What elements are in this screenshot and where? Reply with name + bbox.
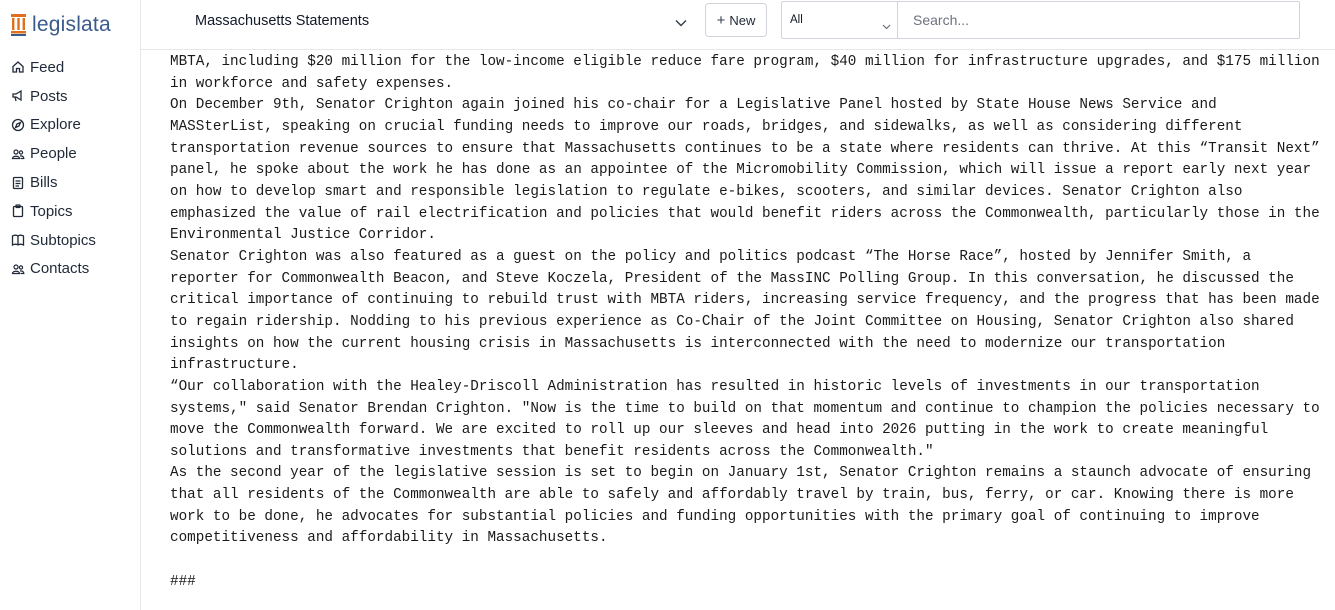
document-icon (11, 176, 25, 190)
statement-select[interactable] (195, 9, 687, 33)
sidebar-item-label: Bills (30, 174, 58, 192)
statement-select-value: Massachusetts Statements (195, 13, 370, 29)
book-icon (11, 233, 25, 247)
new-button[interactable] (705, 3, 767, 37)
top-bar (141, 0, 1335, 50)
sidebar-item-topics[interactable] (0, 197, 140, 226)
sidebar-item-contacts[interactable] (0, 255, 140, 284)
statement-body (170, 52, 1329, 610)
sidebar-item-label: Feed (30, 58, 65, 76)
sidebar-item-label: Explore (30, 116, 81, 134)
plus-icon: + (716, 11, 726, 29)
home-icon (11, 60, 25, 74)
sidebar-item-label: Contacts (30, 260, 90, 278)
statement-paragraph: MBTA, including $20 million for the low-income eligible reduce fare program, $40 million for infrastructure upgrades, and $175 million in workforce and safety expenses. (170, 54, 1329, 92)
statement-paragraph: Senator Crighton was also featured as a guest on the policy and politics podcast “The Horse Race”, hosted by Jennifer Smith, a reporter for Commonwealth Beacon, and Steve Koczela, President of the MassINC Polling Group. In this conversation, he discussed the critical importance of continuing to rebuild trust with MBTA riders, increasing service frequency, and the progress that has been made to regain ridership. Nodding to his previous experience as Co-Chair of the Joint Committee on Housing, Senator Crighton also shared insights on how the current housing crisis in Massachusetts is interconnected with the need to modernize our transportation infrastructure. (170, 248, 1329, 374)
sidebar-item-subtopics[interactable] (0, 226, 140, 255)
sidebar-nav (0, 53, 140, 283)
sidebar (0, 0, 141, 610)
chevron-down-icon (675, 14, 687, 32)
search-input[interactable] (897, 1, 1300, 39)
compass-icon (11, 118, 25, 132)
statement-paragraph: “Our collaboration with the Healey-Driscoll Administration has resulted in historic levels of investments in our transportation systems," said Senator Brendan Crighton. "Now is the time to build on that momentum and continue to champion the policies necessary to move the Commonwealth forward. We are excited to roll up our sleeves and head into 2026 putting in the work to create meaningful solutions and transformative investments that benefit residents across the Commonwealth." (170, 378, 1329, 460)
paragraph-spacer (170, 550, 1325, 572)
chevron-down-icon (882, 17, 891, 35)
filter-select[interactable] (781, 1, 898, 39)
sidebar-item-bills[interactable] (0, 168, 140, 197)
sidebar-item-label: Topics (30, 202, 73, 220)
clipboard-icon (11, 204, 25, 218)
logo-text: legislata (32, 13, 111, 36)
logo[interactable] (11, 12, 111, 38)
capitol-logo-icon (11, 14, 26, 36)
statement-paragraph: On December 9th, Senator Crighton again joined his co-chair for a Legislative Panel hosted by State House News Service and MASSterList, speaking on crucial funding needs to improve our roads, bridges, and sidewalks, as well as considering different transportation revenue sources to ensure that Massachusetts continues to be a state where residents can thrive. At this “Transit Next” panel, he spoke about the work he has done as an appointee of the Micromobility Commission, which will issue a report early next year on how to develop smart and responsible legislation to regulate e-bikes, scooters, and similar devices. Senator Crighton also emphasized the value of rail electrification and policies that would benefit riders across the Commonwealth, particularly those in the Environmental Justice Corridor. (170, 97, 1329, 244)
end-mark: ### (170, 573, 196, 590)
sidebar-item-people[interactable] (0, 139, 140, 168)
new-button-label: New (729, 12, 756, 28)
sidebar-item-explore[interactable] (0, 111, 140, 140)
sidebar-item-label: People (30, 145, 77, 163)
people-icon (11, 147, 25, 161)
sidebar-item-label: Posts (30, 87, 68, 105)
sidebar-item-label: Subtopics (30, 231, 96, 249)
contacts-icon (11, 262, 25, 276)
sidebar-item-posts[interactable] (0, 82, 140, 111)
statement-paragraph: As the second year of the legislative session is set to begin on January 1st, Senator Crighton remains a staunch advocate of ensuring that all residents of the Commonwealth are able to safely and affordably travel by train, bus, ferry, or car. Knowing there is more work to be done, he advocates for substantial policies and funding opportunities with the primary goal of continuing to improve competitiveness and affordability in Massachusetts. (170, 465, 1320, 547)
sidebar-item-feed[interactable] (0, 53, 140, 82)
megaphone-icon (11, 89, 25, 103)
filter-select-value: All (790, 14, 803, 26)
